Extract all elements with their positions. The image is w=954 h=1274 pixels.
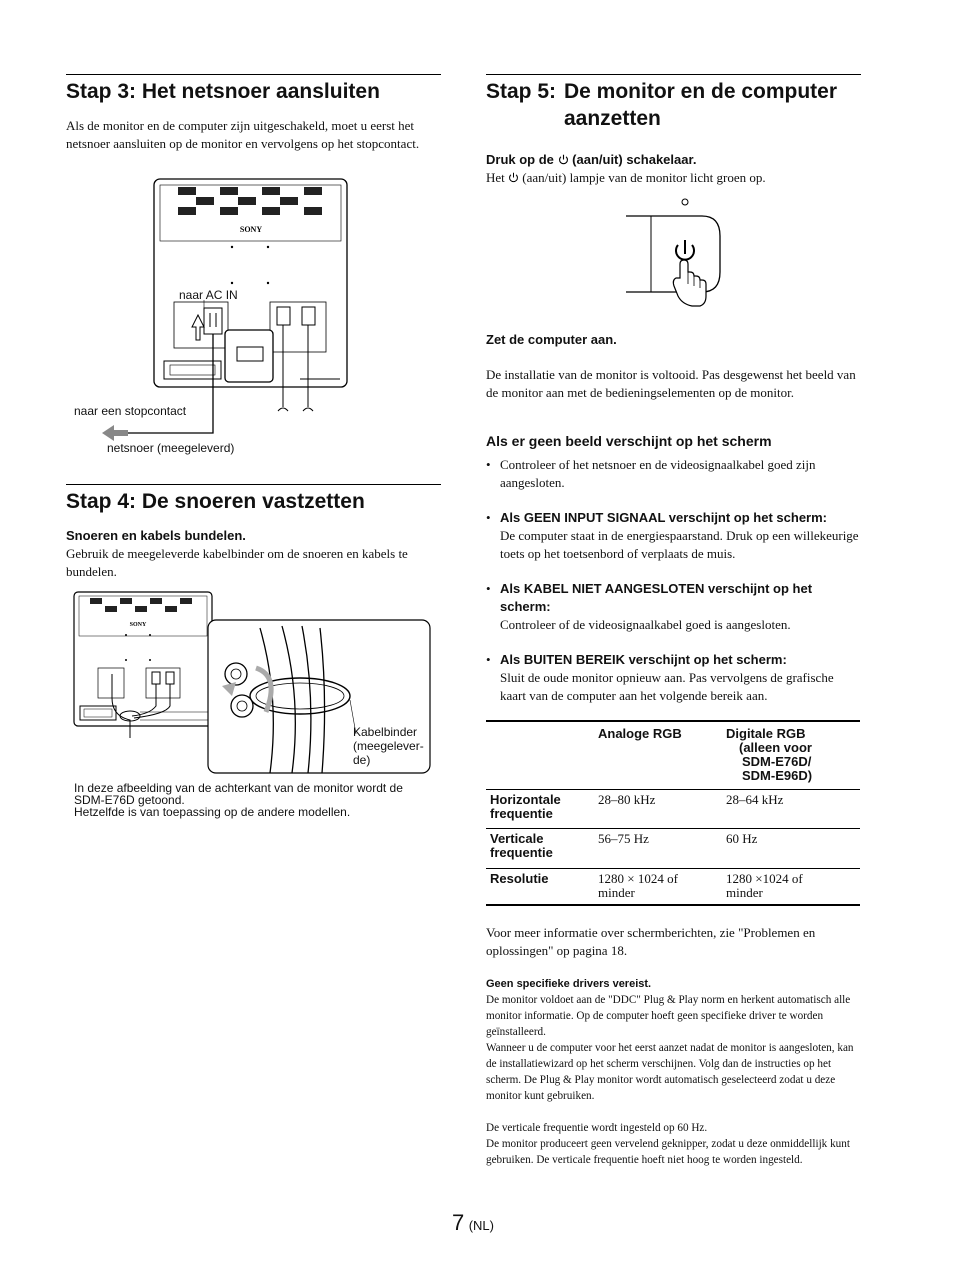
drivers-heading: Geen specifieke drivers vereist.	[486, 978, 652, 990]
col-digital	[722, 722, 860, 790]
step4-title: De snoeren vastzetten	[141, 490, 365, 513]
col-digital-line3: SDM-E76D/	[742, 754, 812, 769]
row-label: frequentie	[490, 806, 553, 821]
press-pre: Druk op de	[486, 152, 554, 167]
power-icon	[508, 172, 519, 183]
bullet-4-head: • Als BUITEN BEREIK verschijnt op het scherm:	[500, 652, 787, 667]
cell-digital: 28–64 kHz	[722, 790, 860, 829]
label-cable-binder	[353, 725, 424, 767]
lamp-post: (aan/uit) lampje van de monitor licht groen op.	[522, 170, 766, 185]
cell-analog: 28–80 kHz	[594, 790, 722, 829]
bullet-1-text: Controleer of het netsnoer en de videosignaalkabel goed zijn aangesloten.	[500, 457, 816, 490]
power-button-figure	[620, 192, 730, 314]
step4-caption	[74, 782, 403, 818]
col-digital-line2: (alleen voor	[739, 740, 812, 755]
step4-body: Gebruik de meegeleverde kabelbinder om de snoeren en kabels te bundelen.	[66, 546, 408, 579]
row-label: frequentie	[490, 845, 553, 860]
step4-heading	[66, 488, 446, 515]
row-label: Horizontale	[490, 792, 561, 807]
step5-rule	[486, 74, 861, 75]
caption-line3: Hetzelfde is van toepassing op de andere modellen.	[74, 805, 351, 819]
bullet-3-head: • Als KABEL NIET AANGESLOTEN verschijnt op het scherm:	[500, 581, 813, 614]
step5-title-line1: De monitor en de computer	[564, 80, 838, 103]
step5-turn-on: Zet de computer aan.	[486, 332, 617, 347]
cell-digital: minder	[726, 885, 763, 900]
table-row	[486, 790, 860, 829]
press-post: (aan/uit) schakelaar.	[572, 152, 697, 167]
bullet-2-body: De computer staat in de energiespaarstand. Druk op een willekeurige toets op het toetsenbord of verplaats de muis.	[500, 528, 859, 561]
table-row	[486, 869, 860, 905]
step3-body: Als de monitor en de computer zijn uitgeschakeld, moet u eerst het netsnoer aansluiten op de monitor en vervolgens op het stopcontact.	[66, 118, 420, 151]
cell-analog: 1280 × 1024 of	[598, 871, 678, 886]
step5-press	[486, 151, 696, 169]
frequency-table-wrap	[486, 720, 860, 906]
noimage-bullets	[486, 456, 862, 705]
step4-rule	[66, 484, 441, 485]
step4-number: Stap 4:	[66, 490, 137, 513]
drivers-p4: De monitor produceert geen vervelend geknipper, zodat u deze onmiddellijk kunt gebruiken. De verticale frequentie hoeft niet hoog te worden ingesteld.	[486, 1138, 850, 1166]
noimage-heading: Als er geen beeld verschijnt op het scherm	[486, 433, 772, 449]
step5-done: De installatie van de monitor is voltooid. Pas desgewenst het beeld van de monitor aan met de bedieningselementen op de monitor.	[486, 367, 856, 400]
frequency-table	[486, 722, 860, 904]
power-icon	[558, 154, 569, 165]
col-digital-line4: SDM-E96D)	[742, 768, 813, 783]
row-label: Resolutie	[490, 871, 549, 886]
drivers-note	[486, 976, 862, 1168]
cell-digital: 60 Hz	[722, 829, 860, 869]
col-analog: Analoge RGB	[598, 726, 682, 741]
page-num: 7	[452, 1210, 465, 1235]
drivers-p1: De monitor voldoet aan de "DDC" Plug & Play norm en herkent automatisch alle monitor informatie. Op de computer hoeft geen specifieke driver te worden geïnstalleerd.	[486, 994, 851, 1038]
step3-number: Stap 3:	[66, 80, 137, 103]
col-digital-line1: Digitale RGB	[726, 726, 806, 741]
cell-analog: minder	[598, 885, 635, 900]
label-outlet: naar een stopcontact	[74, 404, 187, 418]
step5-heading	[486, 78, 866, 132]
row-label: Verticale	[490, 831, 544, 846]
drivers-p2: Wanneer u de computer voor het eerst aanzet nadat de monitor is aangesloten, kan de installatiewizard op het scherm verschijnen. Volg dan de instructies op het scherm. De Plug & Play monitor wordt automatisch geselecteerd zodat u deze monitor kunt gebruiken.	[486, 1042, 854, 1102]
bullet-3	[486, 580, 862, 634]
step3-rule	[66, 74, 441, 75]
bullet-1	[486, 456, 862, 492]
label-power-cord: netsnoer (meegeleverd)	[107, 441, 235, 455]
sony-logo: SONY	[239, 225, 263, 234]
more-info: Voor meer informatie over schermberichten, zie "Problemen en oplossingen" op pagina 18.	[486, 925, 816, 958]
label-ac-in: naar AC IN	[179, 288, 238, 302]
step3-heading	[66, 78, 446, 105]
caption-line2: SDM-E76D getoond.	[74, 793, 185, 807]
step5-title-line2: aanzetten	[564, 107, 661, 130]
drivers-p3: De verticale frequentie wordt ingesteld op 60 Hz.	[486, 1122, 708, 1134]
caption-line1: In deze afbeelding van de achterkant van de monitor wordt de	[74, 781, 403, 795]
bullet-4-body: Sluit de oude monitor opnieuw aan. Pas vervolgens de grafische kaart van de computer aan het volgende bereik aan.	[500, 670, 834, 703]
cell-analog: 56–75 Hz	[594, 829, 722, 869]
label-cable-binder-line3: de)	[353, 753, 371, 767]
step5-number: Stap 5:	[486, 80, 557, 103]
step5-lamp	[486, 169, 766, 187]
lamp-pre: Het	[486, 170, 505, 185]
bullet-4	[486, 651, 862, 705]
step4-subheading: Snoeren en kabels bundelen.	[66, 528, 246, 543]
cell-digital: 1280 ×1024 of	[726, 871, 803, 886]
bullet-2-head: • Als GEEN INPUT SIGNAAL verschijnt op het scherm:	[500, 510, 827, 525]
bullet-3-body: Controleer of de videosignaalkabel goed is aangesloten.	[500, 617, 791, 632]
label-cable-binder-line1: Kabelbinder	[353, 725, 418, 739]
page-lang: (NL)	[468, 1218, 494, 1233]
table-header-row	[486, 722, 860, 790]
label-cable-binder-line2: (meegelever-	[353, 739, 424, 753]
sony-logo-small: SONY	[129, 622, 147, 628]
table-row	[486, 829, 860, 869]
bullet-2	[486, 509, 862, 563]
step5-title	[564, 78, 866, 132]
page-number	[452, 1210, 494, 1236]
step3-title: Het netsnoer aansluiten	[141, 80, 380, 103]
